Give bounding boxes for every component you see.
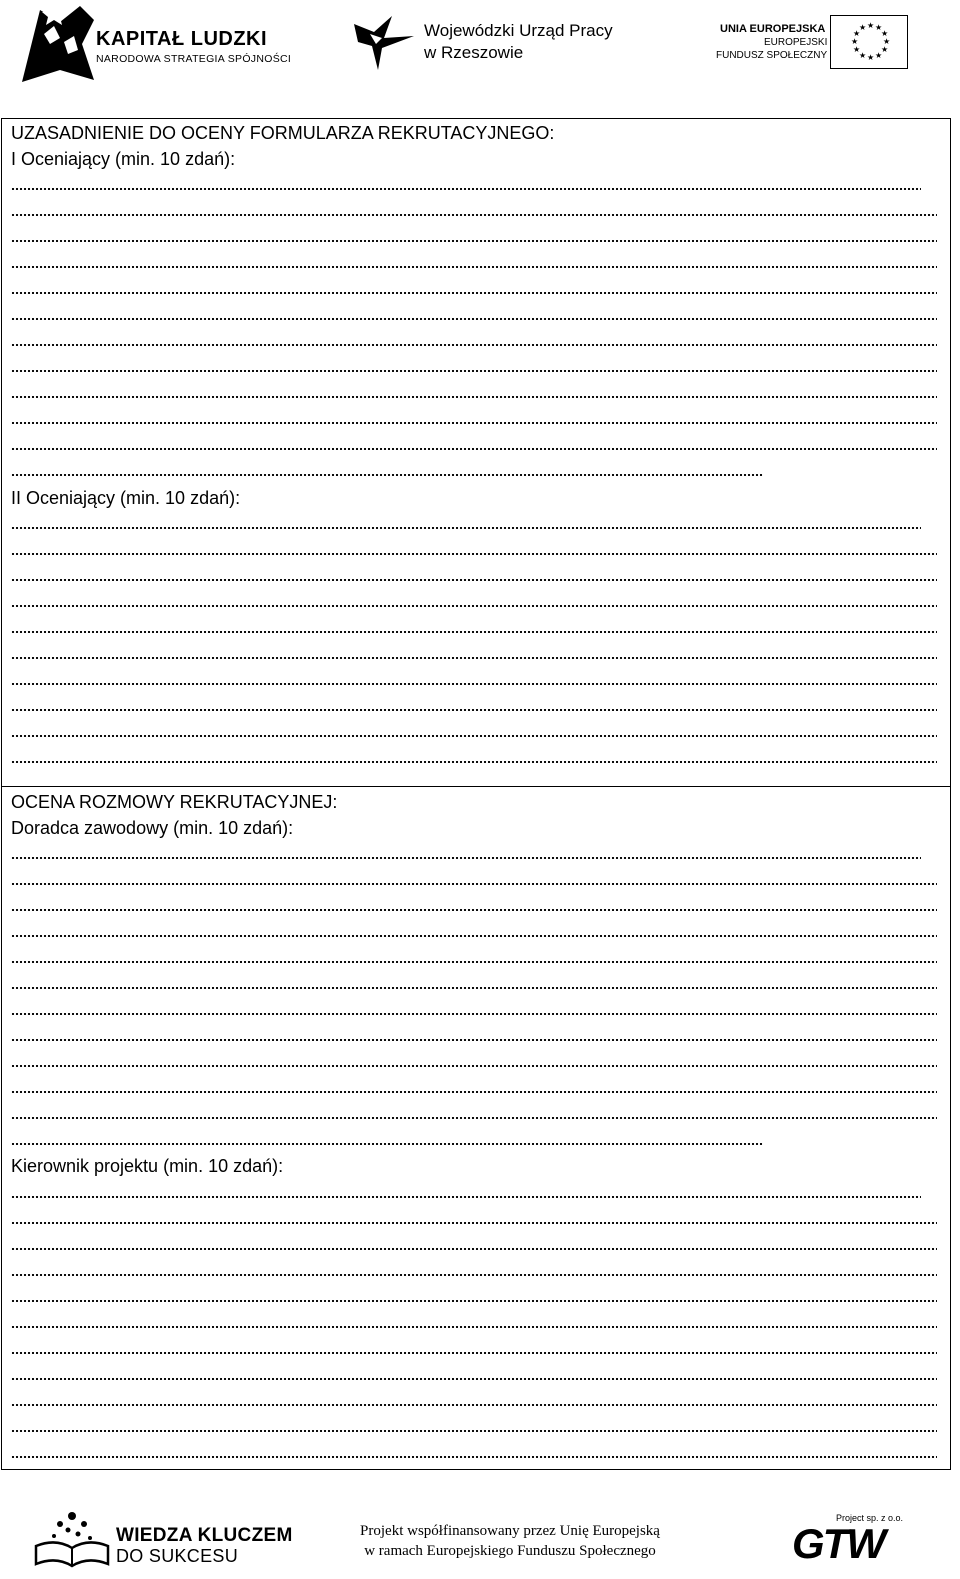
manager-label: Kierownik projektu (min. 10 zdań): bbox=[11, 1156, 284, 1176]
svg-text:★: ★ bbox=[859, 51, 867, 60]
evaluator1-label: I Oceniający (min. 10 zdań): bbox=[11, 149, 236, 169]
svg-text:★: ★ bbox=[851, 37, 859, 46]
dotted-answer-line[interactable] bbox=[11, 683, 937, 685]
svg-text:★: ★ bbox=[867, 21, 875, 30]
dotted-answer-line[interactable] bbox=[11, 987, 937, 989]
wup-name-line1: Wojewódzki Urząd Pracy bbox=[424, 21, 613, 40]
dotted-answer-line[interactable] bbox=[11, 214, 937, 216]
dotted-answer-line[interactable] bbox=[11, 709, 937, 711]
dotted-answer-line[interactable] bbox=[11, 1300, 937, 1302]
section1-title: UZASADNIENIE DO OCENY FORMULARZA REKRUTACYJNEGO: bbox=[11, 123, 555, 143]
dotted-answer-line[interactable] bbox=[11, 735, 937, 737]
dotted-answer-line[interactable] bbox=[11, 448, 937, 450]
dotted-answer-line[interactable] bbox=[11, 883, 937, 885]
svg-text:★: ★ bbox=[853, 29, 861, 38]
svg-text:★: ★ bbox=[875, 23, 883, 32]
wiedza-kluczem-logo-icon bbox=[32, 1508, 112, 1568]
evaluator2-label: II Oceniający (min. 10 zdań): bbox=[11, 488, 241, 508]
dotted-answer-line[interactable] bbox=[11, 1039, 937, 1041]
svg-text:★: ★ bbox=[875, 51, 883, 60]
dotted-answer-line[interactable] bbox=[11, 370, 937, 372]
dotted-answer-line[interactable] bbox=[11, 579, 937, 581]
dotted-answer-line[interactable] bbox=[11, 188, 921, 190]
section2-title: OCENA ROZMOWY REKRUTACYJNEJ: bbox=[11, 792, 338, 812]
dotted-answer-line[interactable] bbox=[11, 1117, 937, 1119]
dotted-answer-line[interactable] bbox=[11, 657, 937, 659]
svg-text:★: ★ bbox=[881, 29, 889, 38]
ue-title: UNIA EUROPEJSKA bbox=[720, 23, 826, 35]
dotted-answer-line[interactable] bbox=[11, 344, 937, 346]
wiedza-kluczem-line1: WIEDZA KLUCZEM bbox=[116, 1525, 293, 1546]
wup-name-line2: w Rzeszowie bbox=[424, 43, 524, 62]
dotted-answer-line[interactable] bbox=[11, 1248, 937, 1250]
dotted-answer-line[interactable] bbox=[11, 474, 763, 476]
dotted-answer-line[interactable] bbox=[11, 935, 937, 937]
dotted-answer-line[interactable] bbox=[11, 961, 937, 963]
dotted-answer-line[interactable] bbox=[11, 1326, 937, 1328]
dotted-answer-line[interactable] bbox=[11, 292, 937, 294]
advisor-label: Doradca zawodowy (min. 10 zdań): bbox=[11, 818, 294, 838]
wiedza-kluczem-line2: DO SUKCESU bbox=[116, 1546, 239, 1566]
dotted-answer-line[interactable] bbox=[11, 318, 937, 320]
dotted-answer-line[interactable] bbox=[11, 1091, 937, 1093]
ue-fund-line2: FUNDUSZ SPOŁECZNY bbox=[716, 50, 828, 61]
project-funding-line2: w ramach Europejskiego Funduszu Społecznego bbox=[364, 1543, 656, 1559]
dotted-answer-line[interactable] bbox=[11, 553, 937, 555]
svg-text:★: ★ bbox=[883, 37, 891, 46]
dotted-answer-line[interactable] bbox=[11, 527, 921, 529]
dotted-answer-line[interactable] bbox=[11, 605, 937, 607]
dotted-answer-line[interactable] bbox=[11, 1430, 937, 1432]
dotted-answer-line[interactable] bbox=[11, 857, 921, 859]
dotted-answer-line[interactable] bbox=[11, 1143, 763, 1145]
project-funding-line1: Projekt współfinansowany przez Unię Europejską bbox=[360, 1523, 660, 1539]
dotted-answer-line[interactable] bbox=[11, 1378, 937, 1380]
dotted-answer-line[interactable] bbox=[11, 1456, 937, 1458]
dotted-answer-line[interactable] bbox=[11, 422, 937, 424]
page-header bbox=[0, 0, 960, 90]
dotted-answer-line[interactable] bbox=[11, 1196, 921, 1198]
dotted-answer-line[interactable] bbox=[11, 1404, 937, 1406]
svg-text:★: ★ bbox=[853, 45, 861, 54]
svg-text:★: ★ bbox=[881, 45, 889, 54]
dotted-answer-line[interactable] bbox=[11, 1352, 937, 1354]
dotted-answer-line[interactable] bbox=[11, 1013, 937, 1015]
dotted-answer-line[interactable] bbox=[11, 1274, 937, 1276]
dotted-answer-line[interactable] bbox=[11, 631, 937, 633]
svg-text:★: ★ bbox=[867, 53, 875, 62]
dotted-answer-line[interactable] bbox=[11, 396, 937, 398]
gtw-company-name: Project sp. z o.o. bbox=[836, 1513, 904, 1523]
dotted-answer-line[interactable] bbox=[11, 1222, 937, 1224]
dotted-answer-line[interactable] bbox=[11, 240, 937, 242]
gtw-logo: GTW bbox=[792, 1520, 884, 1567]
dotted-answer-line[interactable] bbox=[11, 266, 937, 268]
svg-text:★: ★ bbox=[859, 23, 867, 32]
section-divider bbox=[1, 786, 951, 787]
dotted-answer-line[interactable] bbox=[11, 909, 937, 911]
dotted-answer-line[interactable] bbox=[11, 1065, 937, 1067]
kapital-ludzki-title: KAPITAŁ LUDZKI bbox=[96, 28, 268, 50]
eu-flag-icon bbox=[830, 15, 908, 69]
ue-fund-line1: EUROPEJSKI bbox=[764, 37, 828, 48]
kapital-ludzki-subtitle: NARODOWA STRATEGIA SPÓJNOŚCI bbox=[96, 53, 292, 65]
dotted-answer-line[interactable] bbox=[11, 761, 937, 763]
